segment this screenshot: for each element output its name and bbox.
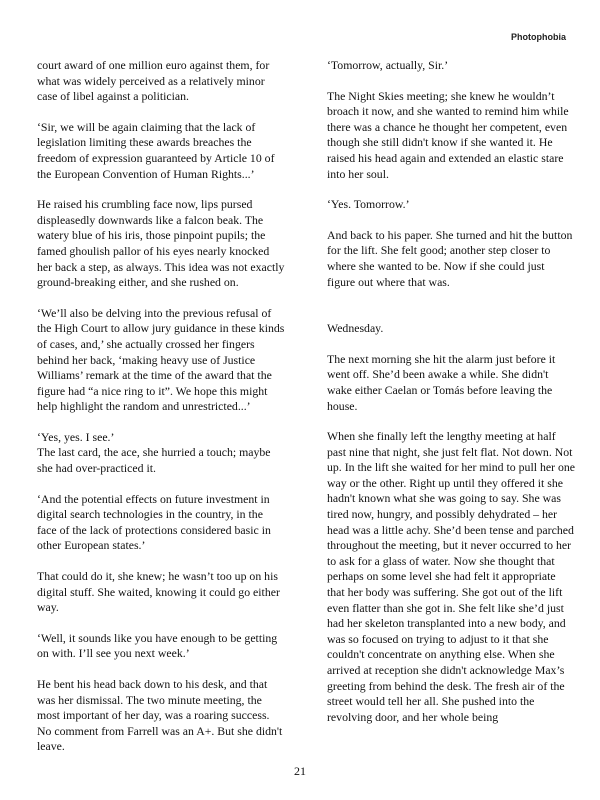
page-number: 21 — [294, 764, 306, 778]
paragraph: ‘Well, it sounds like you have enough to be getting on with. I’ll see you next week.’ — [37, 630, 278, 661]
paragraph: ‘We’ll also be delving into the previous refusal of the High Court to allow jury guidance in these kinds of cases, and,’ she actually crossed her fingers behind her back, ‘making heavy use of Justice Williams’ remark at the time of the award that the figure had “a nice ring to it”. We hope this might help highlight the random and unrestricted...’ — [37, 305, 285, 414]
paragraph: The last card, the ace, she hurried a touch; maybe she had over-practiced it. — [37, 445, 271, 476]
paragraph: ‘Yes, yes. I see.’ — [37, 429, 115, 444]
paragraph: That could do it, she knew; he wasn’t too up on his digital stuff. She waited, knowing it could go either way. — [37, 569, 280, 615]
paragraph: ‘Yes. Tomorrow.’ — [327, 197, 410, 212]
paragraph: He raised his crumbling face now, lips pursed displeasedly downwards like a falcon beak. The watery blue of his iris, those pinpoint pupils; the famed ghoulish pallor of his eyes nearly knocked her back a step, as always. This idea was not exactly ground-breaking either, and she rushed on. — [37, 197, 285, 290]
left-column — [37, 58, 285, 770]
paragraph: The next morning she hit the alarm just before it went off. She’d been awake a while. She didn't wake either Caelan or Tomás before leaving the house. — [327, 351, 556, 413]
paragraph: The Night Skies meeting; she knew he wouldn’t broach it now, and she wanted to remind him while there was a chance he thought her competent, even though she still didn't know if she wanted it. He raised his head again and extended an elastic stare into her soul. — [327, 88, 569, 181]
paragraph: ‘And the potential effects on future investment in digital search technologies in the country, in the face of the lack of protections considered basic in other European states.’ — [37, 491, 271, 553]
paragraph: ‘Tomorrow, actually, Sir.’ — [327, 58, 449, 72]
paragraph: And back to his paper. She turned and hit the button for the lift. She felt good; another step closer to where she wanted to be. Now if she could just figure out where that was. — [327, 227, 573, 289]
paragraph: court award of one million euro against them, for what was widely perceived as a relatively minor case of libel against a politician. — [37, 58, 270, 104]
running-head: Photophobia — [511, 32, 566, 42]
paragraph: He bent his head back down to his desk, and that was her dismissal. The two minute meeting, the most important of her day, was a roaring success. No comment from Farrell was an A+. But she didn't leave. — [37, 677, 283, 754]
right-column — [327, 58, 575, 740]
section-heading: Wednesday. — [327, 321, 384, 336]
paragraph: When she finally left the lengthy meeting at half past nine that night, she just felt flat. Not down. Not up. In the lift she waited for her mind to pull her one way or the other. Right up until they offered it she hadn't known what she was going to say. She was tired now, hungry, and possibly dehydrated – her head was a little achy. She’d been tense and parched throughout the meeting, but it never occurred to her to ask for a glass of water. Now she thought that perhaps on some level she had felt it appropriate that her body was suffering. She got out of the lift even flatter than she got in. She felt like she’d just had her skeleton transplanted into a new body, and was so focused on trying to adjust to it that she couldn't concentrate on anything else. When she arrived at reception she didn't acknowledge Max’s greeting from behind the desk. The fresh air of the street would tell her all. She pushed into the revolving door, and her whole being — [327, 429, 575, 724]
paragraph: ‘Sir, we will be again claiming that the lack of legislation limiting these awards breaches the freedom of expression guaranteed by Article 10 of the European Convention of Human Rights...’ — [37, 119, 275, 181]
